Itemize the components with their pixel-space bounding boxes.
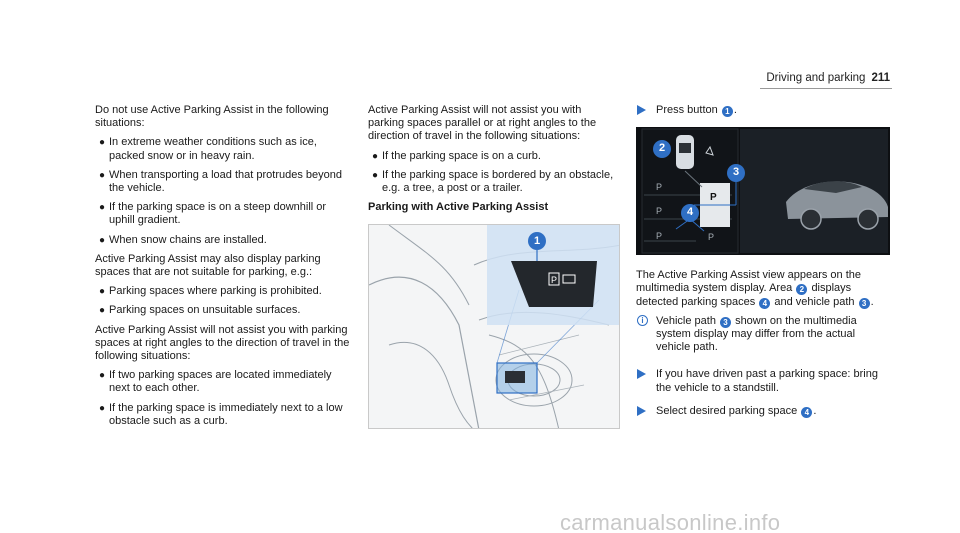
- header-rule: [760, 88, 892, 89]
- list-item: ● When transporting a load that protrudes beyond the vehicle.: [99, 168, 342, 195]
- parallel-list: [368, 150, 620, 196]
- callout-1-label: 1: [533, 235, 541, 248]
- callout-4-label: 4: [686, 206, 694, 219]
- callout-3-label: 3: [732, 166, 740, 179]
- step-arrow-icon: [637, 105, 646, 115]
- section-subheading: Parking with Active Parking Assist: [368, 201, 549, 214]
- list-item: ● If the parking space is bordered by an obstacle, e.g. a tree, a post or a trailer.: [372, 168, 614, 195]
- list-item: ● If the parking space is immediately next to a low obstacle such as a curb.: [99, 401, 343, 427]
- weather-situation-list: [95, 136, 350, 246]
- bullet-icon: ●: [99, 202, 106, 214]
- parking-space-label: P: [656, 206, 663, 217]
- bullet-icon: ●: [99, 305, 106, 317]
- column-2: [368, 104, 620, 429]
- callout-badge: 3: [720, 317, 731, 328]
- page-number: 211: [871, 72, 890, 84]
- center-console-illustration: [368, 224, 620, 429]
- callout-badge: 4: [759, 298, 770, 309]
- parking-space-label: P: [708, 232, 715, 243]
- callout-badge: 1: [722, 106, 733, 117]
- parking-space-label-selected: P: [710, 192, 717, 204]
- info-note: i Vehicle path 3 shown on the multimedia system display may differ from the actual vehicle path.: [636, 315, 892, 355]
- list-item: ● If two parking spaces are located immediately next to each other.: [99, 369, 332, 395]
- step-arrow-icon: [637, 369, 646, 379]
- console-drawing: [369, 225, 620, 429]
- step-stop-vehicle: If you have driven past a parking space: bring the vehicle to a standstill.: [636, 368, 892, 394]
- list-item: ● Parking spaces where parking is prohibited.: [99, 285, 322, 298]
- intro-paragraph: Do not use Active Parking Assist in the following situations:: [95, 104, 329, 130]
- callout-2-label: 2: [658, 142, 666, 155]
- right-angle-list: [95, 369, 350, 428]
- section-title: Driving and parking: [766, 72, 866, 84]
- parking-space-label: P: [656, 182, 663, 193]
- svg-text:P: P: [551, 275, 558, 286]
- site-watermark: carmanualsonline.info: [560, 510, 781, 533]
- display-description: The Active Parking Assist view appears on the multimedia system display. Area 2 displays detected parking spaces 4 and vehicle path 3 .: [636, 269, 874, 308]
- bullet-icon: ●: [99, 286, 106, 298]
- step-press-button: Press button 1 .: [636, 104, 892, 117]
- display-drawing: [636, 127, 890, 255]
- list-item: ● If the parking space is on a curb.: [372, 149, 541, 162]
- bullet-icon: ●: [99, 370, 106, 382]
- bullet-icon: ●: [99, 169, 106, 181]
- list-item: ● When snow chains are installed.: [99, 233, 267, 246]
- unsuitable-spaces-paragraph: Active Parking Assist may also display parking spaces that are not suitable for parking, e.g.:: [95, 252, 321, 279]
- parallel-paragraph: Active Parking Assist will not assist you with parking spaces parallel or at right angles to the direction of travel in the following situations:: [368, 104, 597, 143]
- running-header: [766, 72, 890, 84]
- list-item: ● If the parking space is on a steep downhill or uphill gradient.: [99, 201, 327, 227]
- multimedia-display-illustration: [636, 127, 890, 255]
- column-3: [636, 104, 892, 428]
- unsuitable-spaces-list: [95, 285, 350, 317]
- column-1: [95, 104, 350, 434]
- list-item: ● Parking spaces on unsuitable surfaces.: [99, 304, 301, 317]
- callout-badge: 3: [859, 298, 870, 309]
- bullet-icon: ●: [99, 234, 106, 246]
- list-item: ● In extreme weather conditions such as ice, packed snow or in heavy rain.: [99, 136, 317, 162]
- bullet-icon: ●: [99, 137, 106, 149]
- bullet-icon: ●: [99, 402, 106, 414]
- callout-badge: 4: [801, 407, 812, 418]
- info-icon: i: [637, 315, 648, 326]
- step-arrow-icon: [637, 406, 646, 416]
- bullet-icon: ●: [372, 169, 379, 181]
- callout-badge: 2: [796, 284, 807, 295]
- step-select-space: Select desired parking space 4 .: [636, 405, 892, 418]
- parking-space-label: P: [656, 231, 663, 242]
- bullet-icon: ●: [372, 150, 379, 162]
- right-angle-paragraph: Active Parking Assist will not assist you with parking spaces at right angles to the direction of travel in the following situations:: [95, 323, 350, 363]
